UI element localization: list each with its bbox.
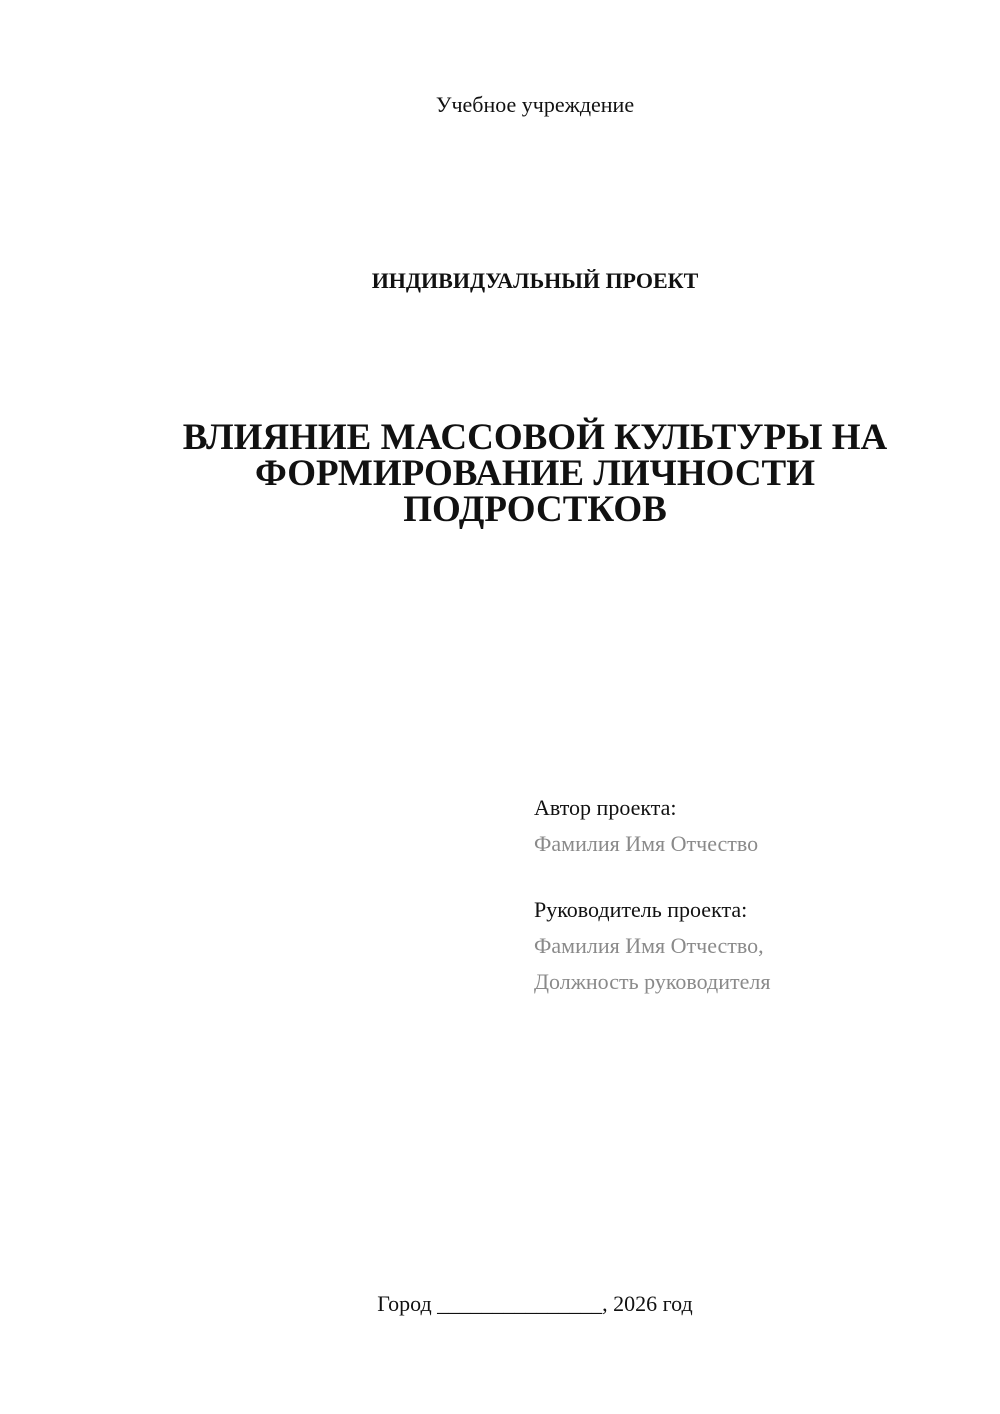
project-title-line-3: ПОДРОСТКОВ xyxy=(403,489,667,530)
project-title-line-2: ФОРМИРОВАНИЕ ЛИЧНОСТИ xyxy=(254,453,816,494)
institution-name: Учебное учреждение xyxy=(435,92,635,117)
supervisor-position: Должность руководителя xyxy=(534,969,771,994)
project-type-heading: ИНДИВИДУАЛЬНЫЙ ПРОЕКТ xyxy=(371,268,699,293)
author-label: Автор проекта: xyxy=(534,795,677,820)
credits-block xyxy=(534,790,974,1000)
supervisor-name: Фамилия Имя Отчество, xyxy=(534,933,764,958)
supervisor-label: Руководитель проекта: xyxy=(534,897,748,922)
city-year-line: Город _______________, 2026 год xyxy=(377,1291,693,1316)
author-name: Фамилия Имя Отчество xyxy=(534,831,759,856)
credits-spacer xyxy=(534,862,974,892)
project-title-line-1: ВЛИЯНИЕ МАССОВОЙ КУЛЬТУРЫ НА xyxy=(182,417,888,458)
project-title xyxy=(120,417,950,530)
